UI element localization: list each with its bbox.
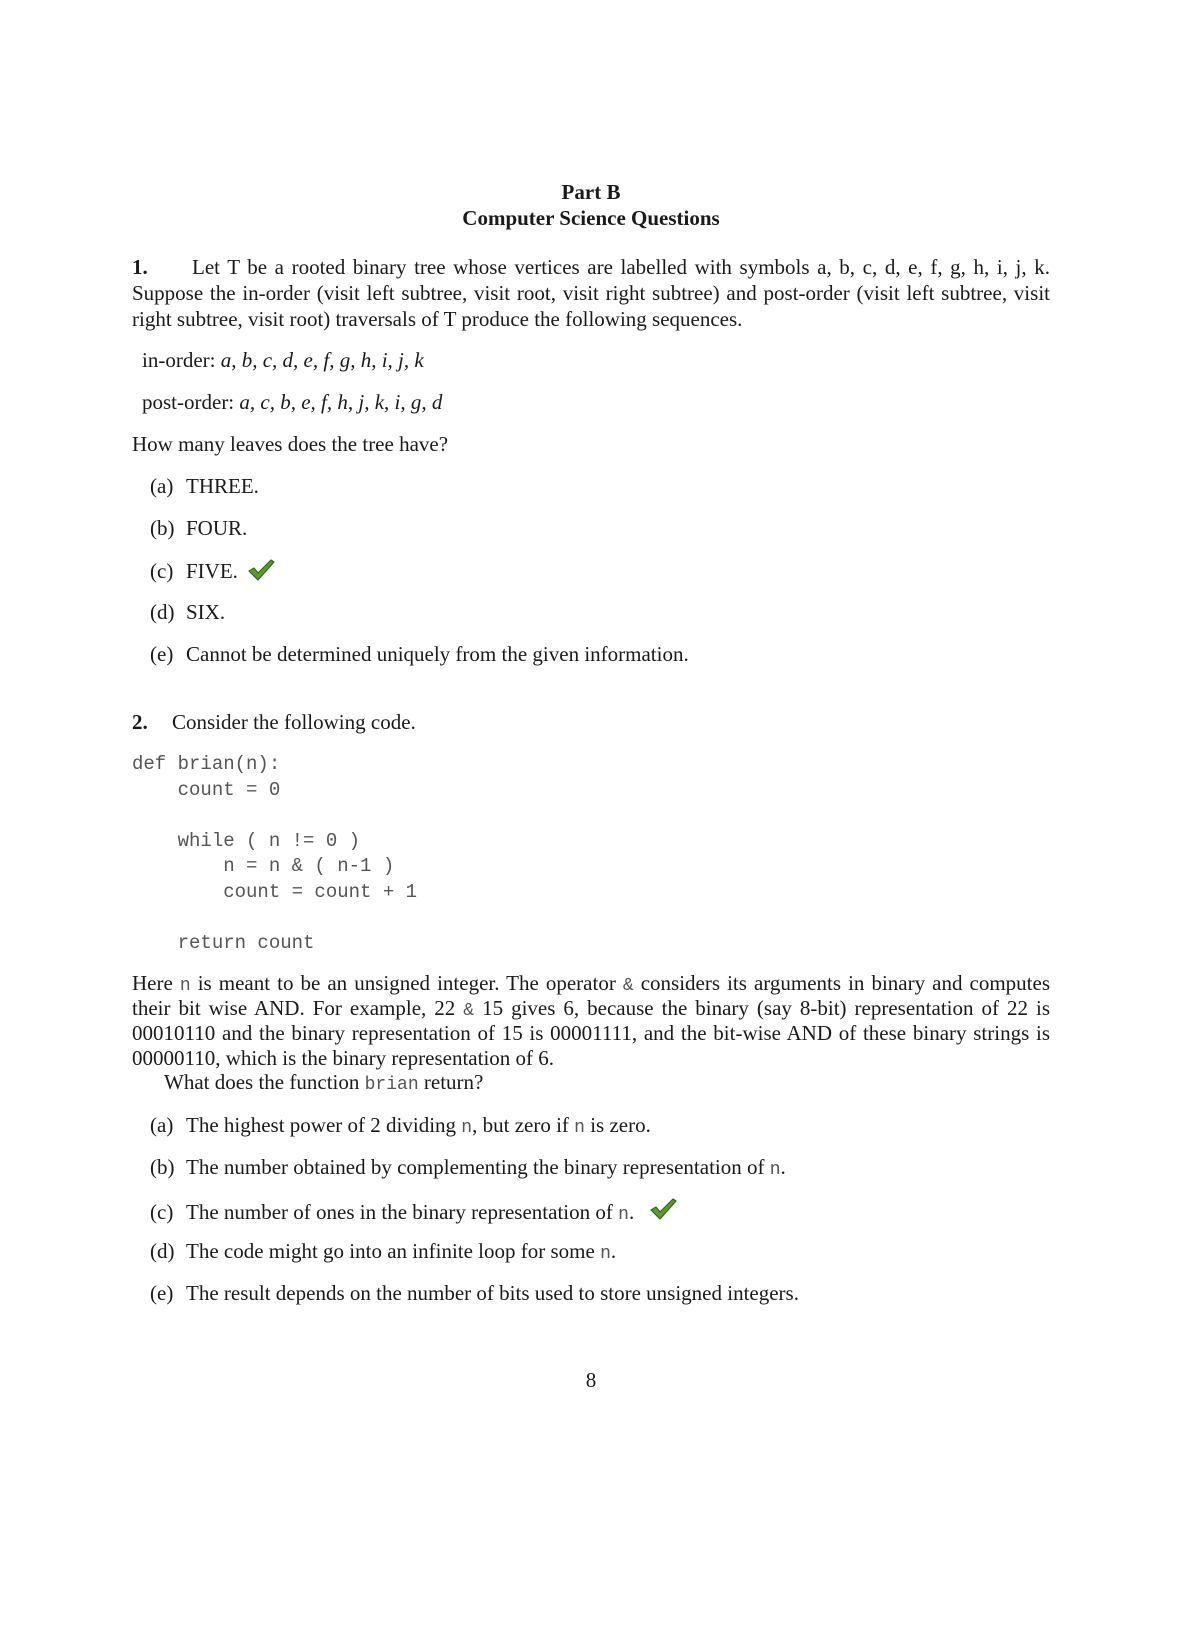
code-line	[132, 905, 417, 931]
code-line: return count	[132, 931, 315, 954]
section-title: Computer Science Questions	[462, 206, 720, 230]
code-n: n	[769, 1160, 781, 1180]
inorder-label: in-order:	[142, 348, 216, 372]
code-n: n	[574, 1118, 585, 1138]
checkmark-icon	[247, 558, 275, 582]
code-line: while ( n != 0 )	[132, 829, 361, 852]
code-line: n = n & ( n-1 )	[132, 855, 395, 877]
code-n: n	[461, 1118, 473, 1138]
option-label: (d)	[150, 600, 175, 624]
option-label: (e)	[150, 642, 174, 666]
q2-option-a[interactable]	[150, 1113, 651, 1138]
q2-para-line-4: 00000110, which is the binary representation of 6.	[132, 1046, 555, 1070]
option-text: The number obtained by complementing the binary representation of	[186, 1155, 765, 1179]
q1-option-b[interactable]	[150, 516, 247, 541]
q2-intro: Consider the following code.	[172, 710, 416, 734]
option-text: Cannot be determined uniquely from the given information.	[186, 642, 689, 666]
option-text: The highest power of 2 dividing	[186, 1113, 457, 1137]
option-label: (c)	[150, 1200, 174, 1224]
q1-line-1	[132, 254, 1050, 280]
option-text: The number of ones in the binary representation of	[186, 1200, 613, 1224]
q1-option-d[interactable]	[150, 600, 225, 625]
option-text: THREE.	[186, 474, 259, 498]
q2-number: 2.	[132, 710, 148, 734]
option-label: (b)	[150, 1155, 175, 1179]
text: is meant to be an unsigned integer. The operator	[197, 971, 616, 995]
q1-number: 1.	[132, 255, 148, 279]
text: 15 gives 6, because the binary (say 8-bit) representation of 22 is	[482, 996, 1050, 1020]
q1-line-3: right subtree, visit root) traversals of T produce the following sequences.	[132, 307, 743, 331]
option-label: (b)	[150, 516, 175, 540]
inorder-line	[142, 348, 424, 373]
code-line: count = 0	[132, 778, 281, 801]
option-text: .	[780, 1155, 786, 1179]
postorder-label: post-order:	[142, 390, 235, 414]
text: considers its arguments in binary and computes	[640, 971, 1051, 995]
option-text: .	[628, 1200, 635, 1224]
code-block	[132, 752, 417, 956]
option-label: (c)	[150, 559, 174, 583]
option-text: The result depends on the number of bits used to store unsigned integers.	[186, 1281, 799, 1305]
q1-question: How many leaves does the tree have?	[132, 432, 449, 456]
part-heading: Part B	[561, 180, 621, 204]
code-and: &	[463, 1001, 475, 1021]
q1-option-c[interactable]	[150, 558, 275, 584]
q2-option-b[interactable]	[150, 1155, 786, 1180]
code-line: def brian(n):	[132, 753, 281, 775]
q2-para-line-3: 00010110 and the binary representation of 15 is 00001111, and the bit-wise AND of these binary strings is	[132, 1021, 1050, 1045]
option-text: , but zero if	[472, 1113, 569, 1137]
option-text: is zero.	[590, 1113, 651, 1137]
text: Here	[132, 971, 173, 995]
q2-question	[164, 1070, 483, 1095]
option-label: (d)	[150, 1239, 175, 1263]
code-line	[132, 803, 417, 829]
code-line: count = count + 1	[132, 880, 418, 903]
code-n: n	[618, 1205, 629, 1225]
option-text: SIX.	[186, 600, 226, 624]
option-text: FOUR.	[186, 516, 248, 540]
q2-option-c[interactable]	[150, 1197, 677, 1225]
postorder-line	[142, 390, 442, 415]
option-text: FIVE.	[186, 559, 238, 583]
q1-option-a[interactable]	[150, 474, 259, 499]
option-label: (a)	[150, 1113, 174, 1137]
option-text: .	[610, 1239, 617, 1263]
text: their bit wise AND. For example, 22	[132, 996, 456, 1020]
page-number: 8	[585, 1368, 597, 1392]
text: return?	[423, 1070, 484, 1094]
code-n: n	[179, 976, 191, 996]
code-brian: brian	[364, 1075, 419, 1095]
q1-line-2: Suppose the in-order (visit left subtree, visit root, visit right subtree) and post-order (visit left subtree, visit	[132, 281, 1050, 305]
code-and: &	[622, 976, 634, 996]
q1-option-e[interactable]	[150, 642, 689, 667]
option-label: (a)	[150, 474, 174, 498]
q2-option-d[interactable]	[150, 1239, 616, 1264]
code-n: n	[600, 1244, 611, 1264]
inorder-sequence: a, b, c, d, e, f, g, h, i, j, k	[220, 348, 424, 372]
postorder-sequence: a, c, b, e, f, h, j, k, i, g, d	[239, 390, 443, 414]
q2-option-e[interactable]	[150, 1281, 799, 1306]
checkmark-icon	[649, 1197, 677, 1221]
option-label: (e)	[150, 1281, 174, 1305]
q2-intro-line	[132, 710, 416, 735]
q1-text-1: Let T be a rooted binary tree whose vertices are labelled with symbols a, b, c, d, e, f, g, h, i, j, k.	[192, 255, 1050, 279]
text: What does the function	[164, 1070, 360, 1094]
option-text: The code might go into an infinite loop for some	[186, 1239, 595, 1263]
